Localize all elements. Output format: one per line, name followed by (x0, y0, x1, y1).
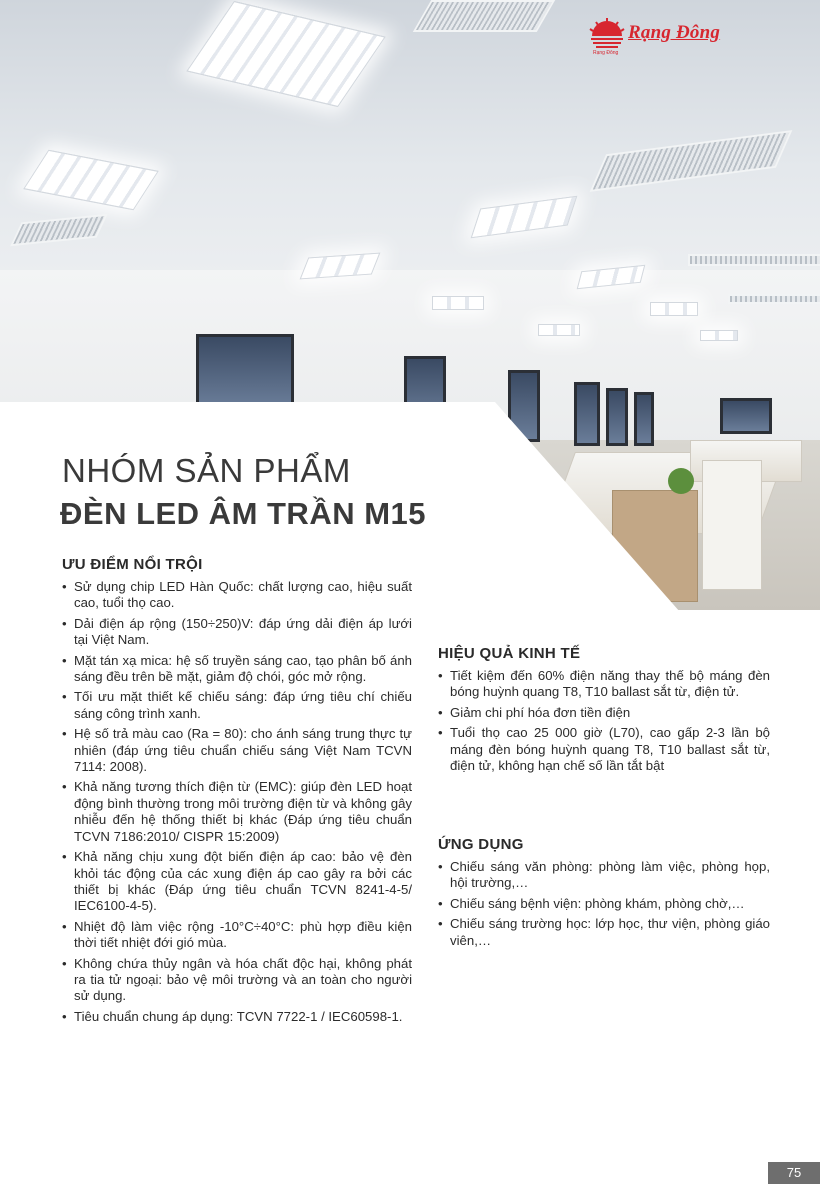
ceiling-vent (728, 294, 820, 304)
plant (668, 468, 694, 494)
list-item: • Tiêu chuẩn chung áp dụng: TCVN 7722-1 / IEC60598-1. (62, 1009, 412, 1025)
economic-section (438, 645, 770, 778)
window (634, 392, 654, 446)
list-item: • Tiết kiệm đến 60% điện năng thay thế bộ máng đèn bóng huỳnh quang T8, T10 ballast sắt từ, điện tử. (438, 668, 770, 701)
page-number: 75 (768, 1162, 820, 1184)
ceiling-light-panel (538, 324, 580, 336)
list-item: • Chiếu sáng trường học: lớp học, thư viện, phòng giáo viên,… (438, 916, 770, 949)
economic-list (438, 668, 770, 774)
ceiling-light-panel (650, 302, 698, 316)
brand-logo (588, 16, 738, 56)
list-item: • Khả năng chịu xung đột biến điện áp cao: bảo vệ đèn khỏi tác động của các xung điện áp cao gây ra bởi các thiết bị khác (Đáp ứng tiêu chuẩn TCVN 8241-4-5/ IEC6100-4-5). (62, 849, 412, 915)
sun-logo-icon (588, 16, 626, 50)
ceiling-vent (413, 0, 555, 32)
list-item: • Tuổi thọ cao 25 000 giờ (L70), cao gấp 2-3 lần bộ máng đèn bóng huỳnh quang T8, T10 ballast sắt từ, điện tử, không hạn chế số lần tắt bật (438, 725, 770, 774)
window (196, 334, 294, 410)
list-item: • Không chứa thủy ngân và hóa chất độc hại, không phát ra tia tử ngoại: bảo vệ môi trường và an toàn cho người sử dụng. (62, 956, 412, 1005)
advantages-heading: ƯU ĐIỂM NỔI TRỘI (62, 556, 203, 573)
list-item: • Mặt tán xạ mica: hệ số truyền sáng cao, tạo phân bố ánh sáng đều trên bề mặt, giảm độ chói, góc mở rộng. (62, 653, 412, 686)
list-item: • Hệ số trả màu cao (Ra = 80): cho ánh sáng trung thực tự nhiên (đáp ứng tiêu chuẩn chiếu sáng Việt Nam TCVN 7114: 2008). (62, 726, 412, 775)
list-item: • Dải điện áp rộng (150÷250)V: đáp ứng dải điện áp lưới tại Việt Nam. (62, 616, 412, 649)
list-item: • Giảm chi phí hóa đơn tiền điện (438, 705, 770, 721)
page-title-line-1: NHÓM SẢN PHẨM (62, 452, 351, 489)
list-item: • Chiếu sáng bệnh viện: phòng khám, phòng chờ,… (438, 896, 770, 912)
list-item: • Nhiệt độ làm việc rộng -10°C÷40°C: phù hợp điều kiện thời tiết nhiệt đới gió mùa. (62, 919, 412, 952)
applications-section (438, 836, 770, 953)
list-item: • Tối ưu mặt thiết kế chiếu sáng: đáp ứng tiêu chí chiếu sáng công trình xanh. (62, 689, 412, 722)
list-item: • Chiếu sáng văn phòng: phòng làm việc, phòng họp, hội trường,… (438, 859, 770, 892)
brand-name: Rạng Đông (628, 22, 721, 43)
window (574, 382, 600, 446)
window (606, 388, 628, 446)
list-item: • Sử dụng chip LED Hàn Quốc: chất lượng cao, hiệu suất cao, tuổi thọ cao. (62, 579, 412, 612)
brand-tagline: Rạng Đông (593, 50, 619, 56)
ceiling-light-panel (700, 330, 738, 341)
list-item: • Khả năng tương thích điện từ (EMC): giúp đèn LED hoạt động bình thường trong môi trường điện từ và không gây nhiễu đến hệ thống thiết bị khác (Đáp ứng tiêu chuẩn TCVN 7186:2010/ CISPR 15:2009) (62, 779, 412, 845)
advantages-list (62, 579, 412, 1025)
advantages-section (62, 556, 412, 1029)
ceiling-vent (688, 254, 820, 266)
economic-heading: HIỆU QUẢ KINH TẾ (438, 645, 581, 662)
page-title-line-2: ĐÈN LED ÂM TRẦN M15 (60, 496, 427, 531)
window (720, 398, 772, 434)
ceiling-light-panel (432, 296, 484, 310)
office-cabinet (702, 460, 762, 590)
applications-heading: ỨNG DỤNG (438, 836, 524, 853)
applications-list (438, 859, 770, 949)
